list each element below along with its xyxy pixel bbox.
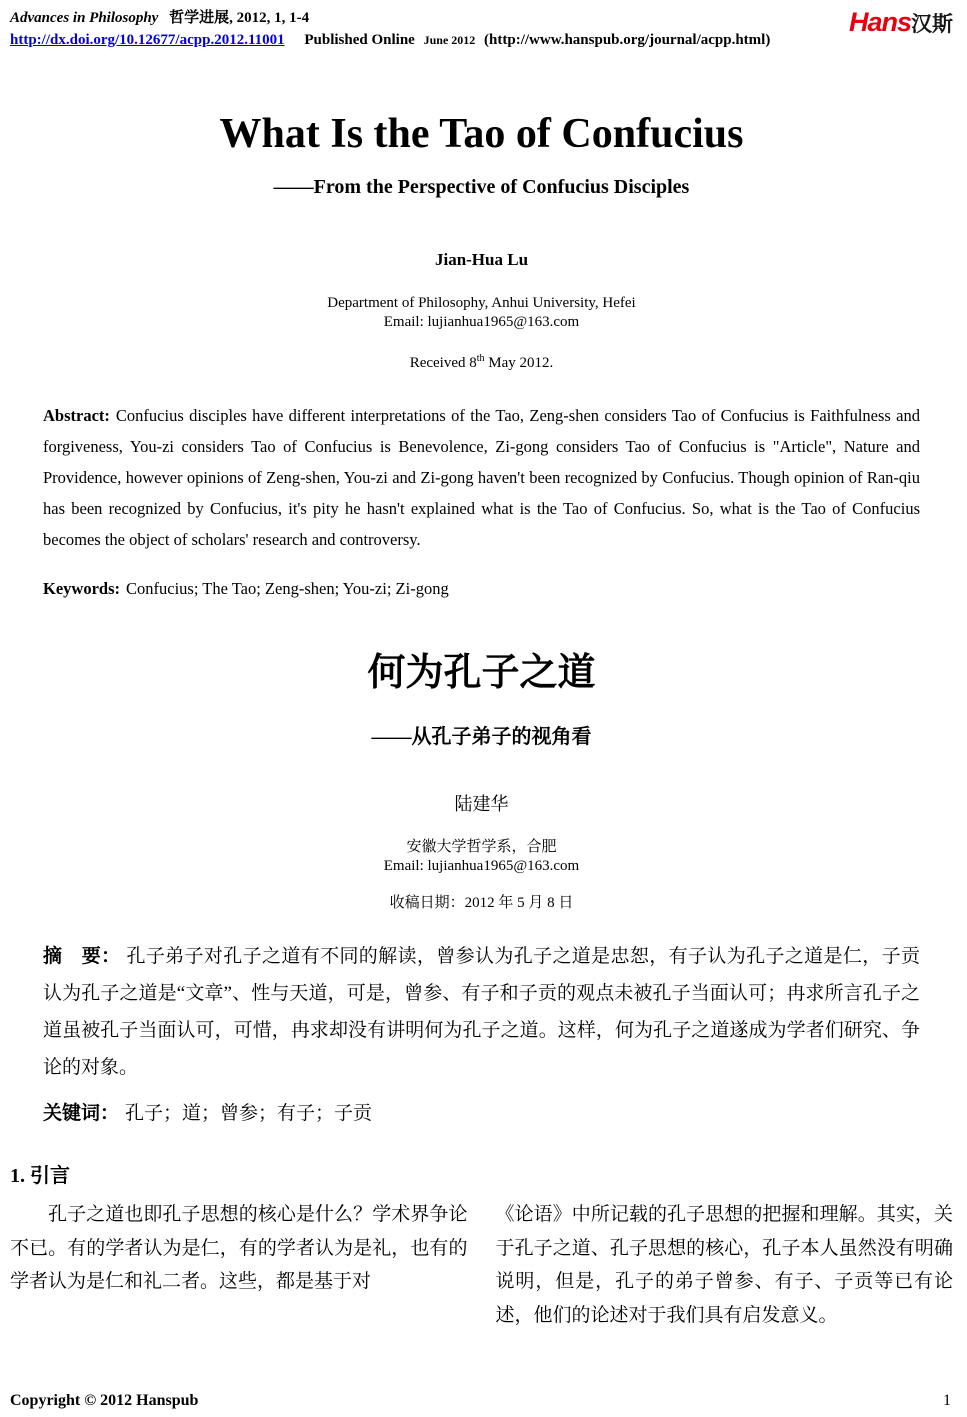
paper-subtitle-en: ——From the Perspective of Confucius Disciples (273, 176, 690, 198)
copyright-text: Copyright © 2012 Hanspub (10, 1392, 199, 1409)
doi-link[interactable]: http://dx.doi.org/10.12677/acpp.2012.11001 (10, 32, 285, 48)
received-date-post: May 2012. (484, 355, 554, 371)
body-column-right: 《论语》中所记载的孔子思想的把握和理解。其实，关于孔子之道、孔子思想的核心，孔子本人虽然没有明确说明，但是，孔子的弟子曾参、有子、子贡等已有论述，他们的论述对于我们具有启发意义。 (495, 1204, 953, 1326)
hanspub-logo-hans-text: Hans (848, 7, 911, 37)
author-name-cn: 陆建华 (454, 794, 509, 814)
affiliation-en: Department of Philosophy, Anhui University, Hefei (327, 295, 636, 311)
body-columns (10, 1198, 953, 1332)
keywords-label-cn: 关键词： (43, 1103, 120, 1124)
abstract-en (43, 400, 920, 555)
paper-title-en: What Is the Tao of Confucius (219, 111, 744, 157)
section-1-heading: 1. 引言 (10, 1165, 70, 1187)
abstract-cn (43, 938, 920, 1086)
keywords-en (43, 576, 920, 602)
journal-header (10, 8, 953, 50)
keywords-label-en: Keywords: (43, 579, 120, 598)
journal-header-text (10, 8, 770, 50)
keywords-text-en: Confucius; The Tao; Zeng-shen; You-zi; Zi-gong (126, 579, 449, 598)
published-online-label: Published Online (304, 32, 415, 48)
abstract-label-en: Abstract: (43, 406, 110, 425)
published-online-text (304, 32, 770, 48)
received-date-ordinal: th (476, 353, 485, 364)
affiliation-cn: 安徽大学哲学系，合肥 (406, 839, 557, 855)
abstract-text-cn: 孔子弟子对孔子之道有不同的解读，曾参认为孔子之道是忠恕，有子认为孔子之道是仁，子贡认为孔子之道是“文章”、性与天道，可是，曾参、有子和子贡的观点未被孔子当面认可；冉求所言孔子之道虽被孔子当面认可，可惜，冉求却没有讲明何为孔子之道。这样，何为孔子之道遂成为学者们研究、争论的对象。 (43, 946, 920, 1078)
body-column-left: 孔子之道也即孔子思想的核心是什么？学术界争论不已。有的学者认为是仁，有的学者认为是礼，也有的学者认为是仁和礼二者。这些，都是基于对 (10, 1204, 468, 1292)
affiliation-block-cn (10, 838, 953, 876)
journal-url-text: (http://www.hanspub.org/journal/acpp.html) (484, 32, 771, 48)
paper-subtitle-cn: ——从孔子弟子的视角看 (371, 726, 592, 748)
email-line-en: Email: lujianhua1965@163.com (383, 314, 580, 330)
hanspub-logo (849, 8, 953, 41)
page-number: 1 (943, 1392, 951, 1409)
keywords-cn (43, 1101, 920, 1127)
received-date-en (10, 349, 953, 373)
journal-issue-info: 哲学进展, 2012, 1, 1-4 (169, 10, 310, 26)
keywords-text-cn: 孔子；道；曾参；有子；子贡 (125, 1103, 373, 1124)
author-name-en: Jian-Hua Lu (434, 250, 529, 269)
journal-title-line (10, 8, 770, 28)
abstract-label-cn: 摘 要： (43, 946, 121, 967)
journal-name: Advances in Philosophy (10, 10, 159, 26)
doi-line (10, 30, 770, 50)
published-online-date: June 2012 (423, 33, 476, 47)
paper-title-cn: 何为孔子之道 (367, 652, 596, 694)
affiliation-block-en (10, 294, 953, 332)
page-footer (10, 1391, 951, 1411)
hanspub-logo-cn-text: 汉斯 (911, 13, 953, 36)
abstract-text-en: Confucius disciples have different interpretations of the Tao, Zeng-shen considers Tao of Confucius is Faithfulness and forgiveness, You-zi considers Tao of Confucius is Benevolence, Zi-gong considers Tao of Confucius is "Article", Nature and Providence, however opinions of Zeng-shen, You-zi and Zi-gong haven't been recognized by Confucius. Though opinion of Ran-qiu has been recognized by Confucius, it's pity he hasn't explained what is the Tao of Confucius. So, what is the Tao of Confucius becomes the object of scholars' research and controversy. (43, 406, 920, 549)
received-date-cn: 收稿日期：2012 年 5 月 8 日 (389, 895, 574, 911)
email-line-cn: Email: lujianhua1965@163.com (383, 858, 580, 874)
received-date-pre: Received 8 (409, 355, 477, 371)
